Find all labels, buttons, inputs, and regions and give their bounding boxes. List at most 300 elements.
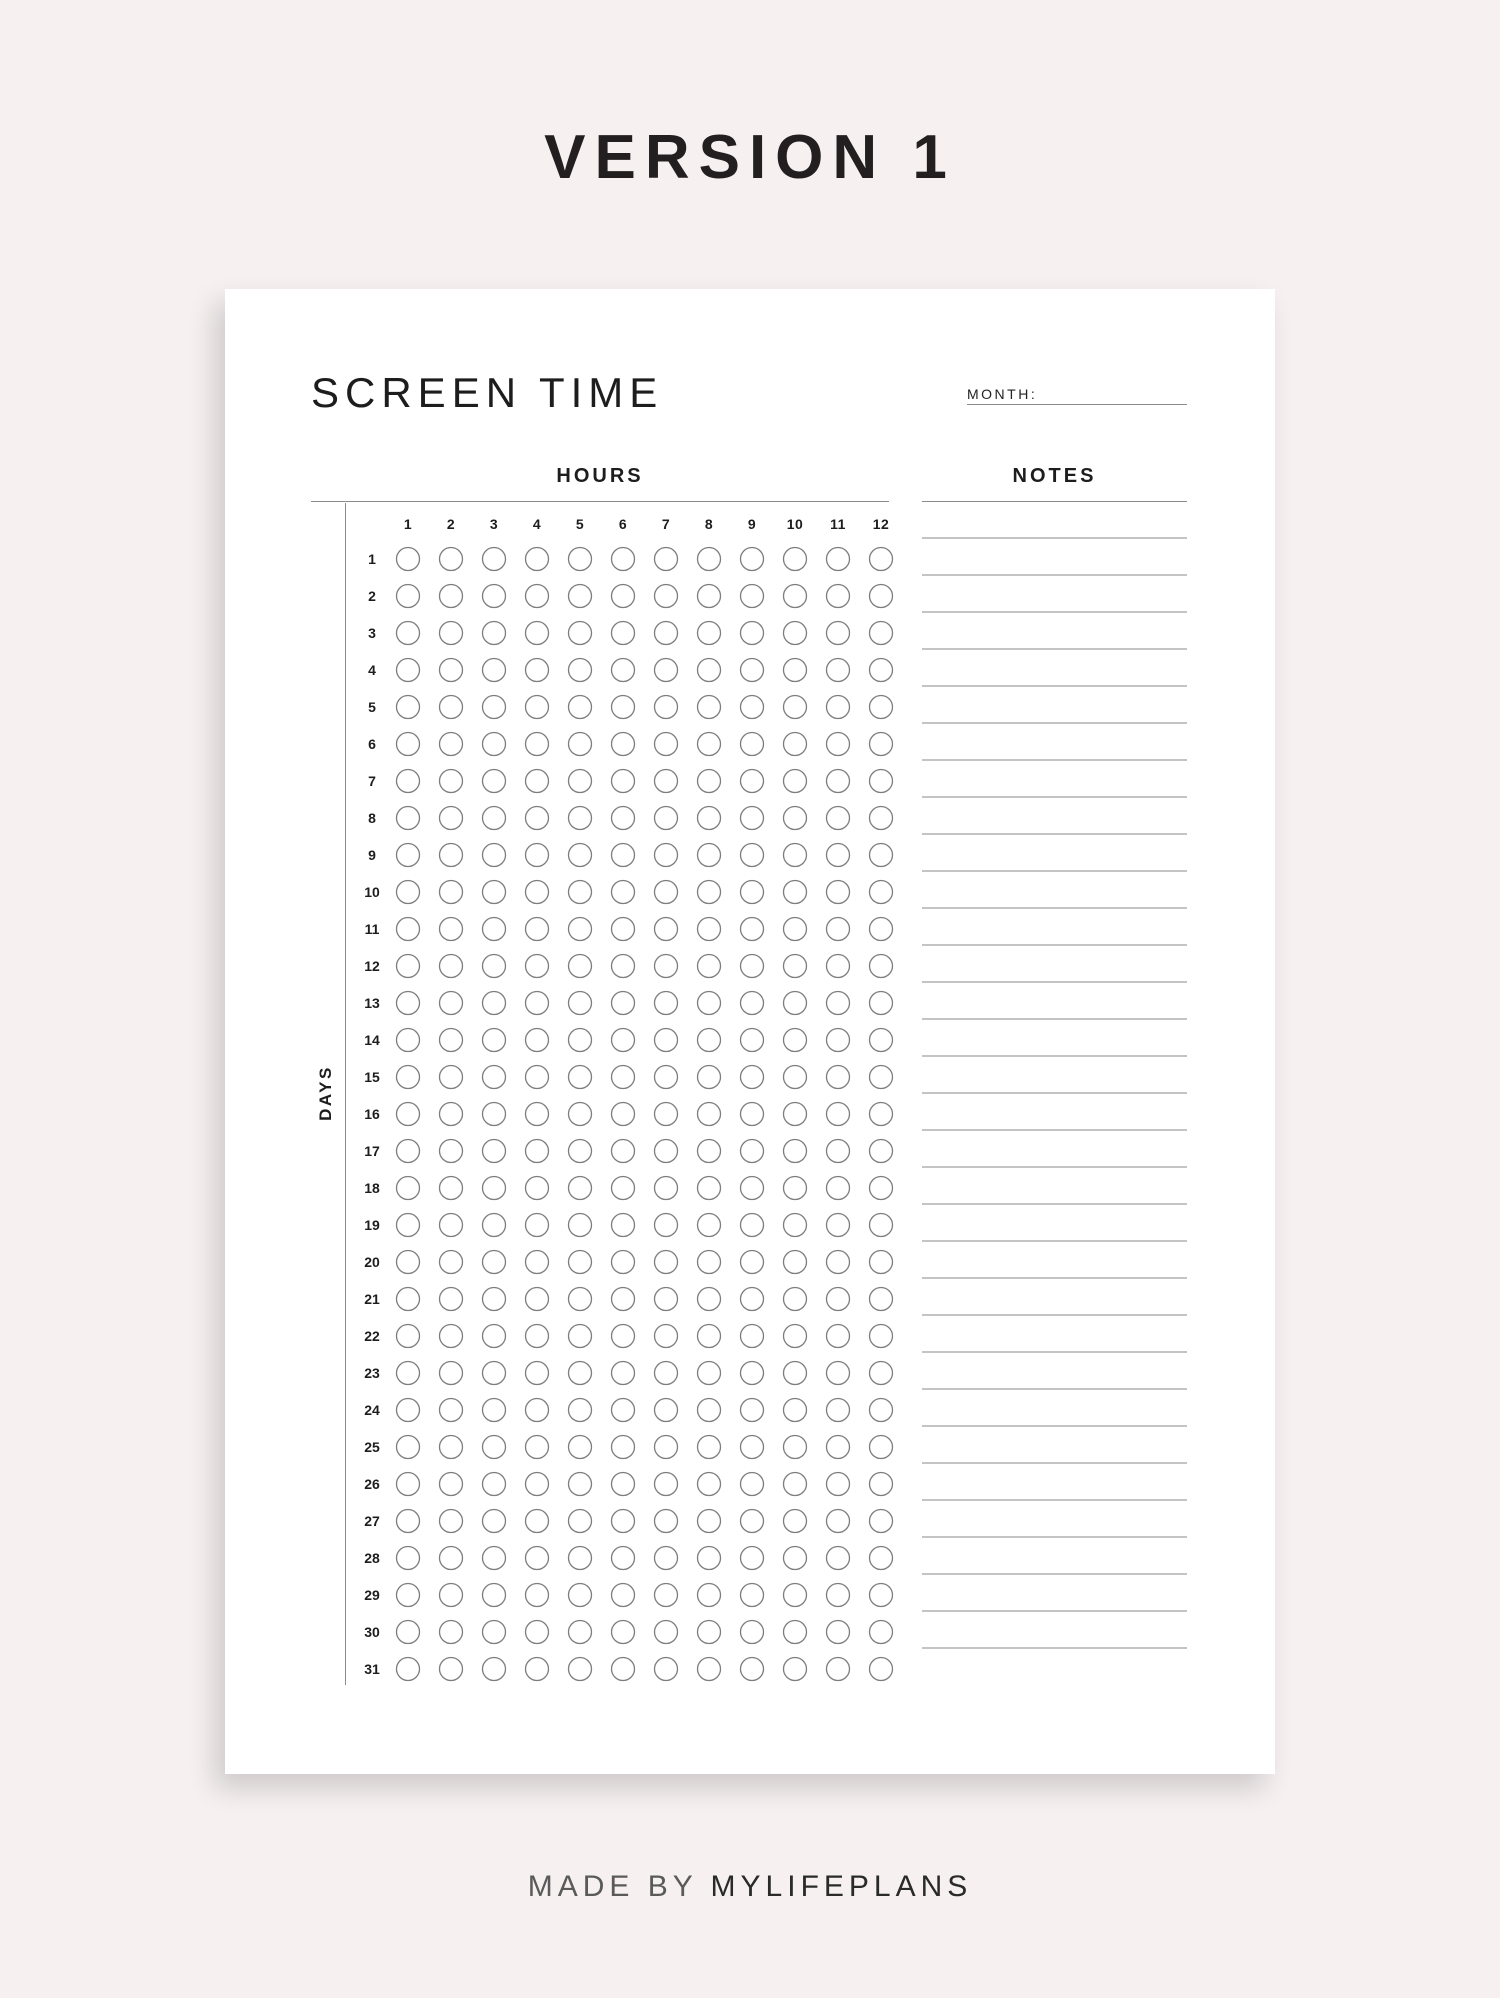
hour-circle[interactable] <box>784 733 807 756</box>
hour-circle[interactable] <box>655 696 678 719</box>
hour-circle[interactable] <box>784 1362 807 1385</box>
hour-circle[interactable] <box>655 1103 678 1126</box>
hour-circle[interactable] <box>870 1214 893 1237</box>
hour-circle[interactable] <box>440 696 463 719</box>
hour-circle[interactable] <box>397 1325 420 1348</box>
hour-circle[interactable] <box>741 1584 764 1607</box>
hour-circle[interactable] <box>698 1436 721 1459</box>
hour-circle[interactable] <box>526 1473 549 1496</box>
hour-circle[interactable] <box>698 1399 721 1422</box>
hour-circle[interactable] <box>569 1066 592 1089</box>
hour-circle[interactable] <box>827 1399 850 1422</box>
hour-circle[interactable] <box>569 1177 592 1200</box>
hour-circle[interactable] <box>440 1621 463 1644</box>
hour-circle[interactable] <box>569 1547 592 1570</box>
hour-circle[interactable] <box>569 1473 592 1496</box>
hour-circle[interactable] <box>698 807 721 830</box>
hour-circle[interactable] <box>655 1436 678 1459</box>
hour-circle[interactable] <box>397 1621 420 1644</box>
hour-circle[interactable] <box>397 881 420 904</box>
hour-circle[interactable] <box>655 1140 678 1163</box>
hour-circle[interactable] <box>741 1621 764 1644</box>
hour-circle[interactable] <box>526 1399 549 1422</box>
hour-circle[interactable] <box>569 1510 592 1533</box>
hour-circle[interactable] <box>655 1510 678 1533</box>
hour-circle[interactable] <box>526 1288 549 1311</box>
hour-circle[interactable] <box>483 733 506 756</box>
hour-circle[interactable] <box>483 1547 506 1570</box>
hour-circle[interactable] <box>827 844 850 867</box>
hour-circle[interactable] <box>827 1621 850 1644</box>
hour-circle[interactable] <box>741 918 764 941</box>
hour-circle[interactable] <box>655 659 678 682</box>
hour-circle[interactable] <box>526 881 549 904</box>
hour-circle[interactable] <box>612 1547 635 1570</box>
hour-circle[interactable] <box>440 1288 463 1311</box>
hour-circle[interactable] <box>612 733 635 756</box>
hour-circle[interactable] <box>698 918 721 941</box>
hour-circle[interactable] <box>784 992 807 1015</box>
hour-circle[interactable] <box>698 659 721 682</box>
hour-circle[interactable] <box>526 696 549 719</box>
hour-circle[interactable] <box>569 1288 592 1311</box>
hour-circle[interactable] <box>526 918 549 941</box>
hour-circle[interactable] <box>655 1325 678 1348</box>
hour-circle[interactable] <box>569 548 592 571</box>
hour-circle[interactable] <box>612 1177 635 1200</box>
hour-circle[interactable] <box>440 1177 463 1200</box>
hour-circle[interactable] <box>698 881 721 904</box>
hour-circle[interactable] <box>483 770 506 793</box>
hour-circle[interactable] <box>655 1288 678 1311</box>
hour-circle[interactable] <box>784 696 807 719</box>
hour-circle[interactable] <box>655 1584 678 1607</box>
hour-circle[interactable] <box>569 659 592 682</box>
hour-circle[interactable] <box>870 1288 893 1311</box>
hour-circle[interactable] <box>612 1621 635 1644</box>
hour-circle[interactable] <box>612 807 635 830</box>
hour-circle[interactable] <box>397 548 420 571</box>
hour-circle[interactable] <box>827 696 850 719</box>
hour-circle[interactable] <box>612 1251 635 1274</box>
hour-circle[interactable] <box>483 1362 506 1385</box>
hour-circle[interactable] <box>612 992 635 1015</box>
hour-circle[interactable] <box>784 1103 807 1126</box>
hour-circle[interactable] <box>483 807 506 830</box>
hour-circle[interactable] <box>870 659 893 682</box>
hour-circle[interactable] <box>741 770 764 793</box>
hour-circle[interactable] <box>827 1584 850 1607</box>
hour-circle[interactable] <box>612 844 635 867</box>
hour-circle[interactable] <box>741 585 764 608</box>
hour-circle[interactable] <box>741 1066 764 1089</box>
hour-circle[interactable] <box>483 1140 506 1163</box>
hour-circle[interactable] <box>655 881 678 904</box>
hour-circle[interactable] <box>741 1547 764 1570</box>
hour-circle[interactable] <box>827 807 850 830</box>
hour-circle[interactable] <box>741 955 764 978</box>
hour-circle[interactable] <box>612 548 635 571</box>
hour-circle[interactable] <box>397 1251 420 1274</box>
hour-circle[interactable] <box>397 1658 420 1681</box>
hour-circle[interactable] <box>784 881 807 904</box>
hour-circle[interactable] <box>440 1658 463 1681</box>
hour-circle[interactable] <box>827 1362 850 1385</box>
hour-circle[interactable] <box>526 844 549 867</box>
hour-circle[interactable] <box>440 770 463 793</box>
hour-circle[interactable] <box>655 1547 678 1570</box>
hour-circle[interactable] <box>612 1473 635 1496</box>
hour-circle[interactable] <box>569 1584 592 1607</box>
hour-circle[interactable] <box>526 1325 549 1348</box>
hour-circle[interactable] <box>440 1473 463 1496</box>
hour-circle[interactable] <box>741 696 764 719</box>
hour-circle[interactable] <box>784 1177 807 1200</box>
hour-circle[interactable] <box>870 1473 893 1496</box>
hour-circle[interactable] <box>870 1251 893 1274</box>
hour-circle[interactable] <box>397 770 420 793</box>
hour-circle[interactable] <box>612 1658 635 1681</box>
hour-circle[interactable] <box>784 918 807 941</box>
hour-circle[interactable] <box>784 1584 807 1607</box>
hour-circle[interactable] <box>784 1473 807 1496</box>
hour-circle[interactable] <box>827 1140 850 1163</box>
hour-circle[interactable] <box>698 1547 721 1570</box>
hour-circle[interactable] <box>612 1325 635 1348</box>
hour-circle[interactable] <box>655 1658 678 1681</box>
hour-circle[interactable] <box>526 807 549 830</box>
hour-circle[interactable] <box>397 1473 420 1496</box>
hour-circle[interactable] <box>569 696 592 719</box>
hour-circle[interactable] <box>612 1510 635 1533</box>
hour-circle[interactable] <box>483 1584 506 1607</box>
hour-circle[interactable] <box>483 918 506 941</box>
hour-circle[interactable] <box>440 881 463 904</box>
hour-circle[interactable] <box>870 622 893 645</box>
hour-circle[interactable] <box>397 1362 420 1385</box>
hour-circle[interactable] <box>569 1399 592 1422</box>
hour-circle[interactable] <box>698 770 721 793</box>
hour-circle[interactable] <box>827 1177 850 1200</box>
hour-circle[interactable] <box>526 1066 549 1089</box>
hour-circle[interactable] <box>612 1288 635 1311</box>
hour-circle[interactable] <box>741 881 764 904</box>
hour-circle[interactable] <box>569 918 592 941</box>
hour-circle[interactable] <box>698 696 721 719</box>
hour-circle[interactable] <box>870 1066 893 1089</box>
hour-circle[interactable] <box>526 1140 549 1163</box>
hour-circle[interactable] <box>440 1214 463 1237</box>
hour-circle[interactable] <box>698 955 721 978</box>
hour-circle[interactable] <box>655 585 678 608</box>
hour-circle[interactable] <box>612 1362 635 1385</box>
hour-circle[interactable] <box>526 1029 549 1052</box>
hour-circle[interactable] <box>526 1103 549 1126</box>
hour-circle[interactable] <box>526 1547 549 1570</box>
hour-circle[interactable] <box>870 696 893 719</box>
hour-circle[interactable] <box>612 1066 635 1089</box>
hour-circle[interactable] <box>784 1547 807 1570</box>
hour-circle[interactable] <box>741 548 764 571</box>
hour-circle[interactable] <box>397 1214 420 1237</box>
hour-circle[interactable] <box>397 622 420 645</box>
hour-circle[interactable] <box>612 1140 635 1163</box>
hour-circle[interactable] <box>483 1510 506 1533</box>
hour-circle[interactable] <box>827 1473 850 1496</box>
hour-circle[interactable] <box>440 1547 463 1570</box>
hour-circle[interactable] <box>741 992 764 1015</box>
hour-circle[interactable] <box>526 1658 549 1681</box>
hour-circle[interactable] <box>612 1584 635 1607</box>
hour-circle[interactable] <box>483 1066 506 1089</box>
hour-circle[interactable] <box>698 733 721 756</box>
hour-circle[interactable] <box>698 1621 721 1644</box>
hour-circle[interactable] <box>784 844 807 867</box>
hour-circle[interactable] <box>569 622 592 645</box>
hour-circle[interactable] <box>526 1436 549 1459</box>
hour-circle[interactable] <box>870 1177 893 1200</box>
hour-circle[interactable] <box>870 1103 893 1126</box>
hour-circle[interactable] <box>870 1029 893 1052</box>
hour-circle[interactable] <box>612 1103 635 1126</box>
hour-circle[interactable] <box>870 1621 893 1644</box>
hour-circle[interactable] <box>569 733 592 756</box>
hour-circle[interactable] <box>827 622 850 645</box>
hour-circle[interactable] <box>741 1399 764 1422</box>
hour-circle[interactable] <box>698 1288 721 1311</box>
hour-circle[interactable] <box>698 992 721 1015</box>
hour-circle[interactable] <box>526 770 549 793</box>
hour-circle[interactable] <box>827 1436 850 1459</box>
hour-circle[interactable] <box>827 1251 850 1274</box>
hour-circle[interactable] <box>741 1658 764 1681</box>
hour-circle[interactable] <box>526 1177 549 1200</box>
hour-circle[interactable] <box>397 585 420 608</box>
hour-circle[interactable] <box>784 770 807 793</box>
hour-circle[interactable] <box>526 1362 549 1385</box>
hour-circle[interactable] <box>483 1325 506 1348</box>
hour-circle[interactable] <box>784 659 807 682</box>
hour-circle[interactable] <box>827 770 850 793</box>
hour-circle[interactable] <box>612 696 635 719</box>
hour-circle[interactable] <box>483 1436 506 1459</box>
hour-circle[interactable] <box>440 585 463 608</box>
hour-circle[interactable] <box>784 622 807 645</box>
hour-circle[interactable] <box>483 1214 506 1237</box>
hour-circle[interactable] <box>870 1436 893 1459</box>
hour-circle[interactable] <box>483 992 506 1015</box>
hour-circle[interactable] <box>870 1547 893 1570</box>
hour-circle[interactable] <box>397 1177 420 1200</box>
hour-circle[interactable] <box>569 1362 592 1385</box>
hour-circle[interactable] <box>741 1473 764 1496</box>
hour-circle[interactable] <box>827 733 850 756</box>
hour-circle[interactable] <box>612 1436 635 1459</box>
hour-circle[interactable] <box>741 1510 764 1533</box>
hour-circle[interactable] <box>698 1584 721 1607</box>
hour-circle[interactable] <box>741 1177 764 1200</box>
hour-circle[interactable] <box>397 1140 420 1163</box>
hour-circle[interactable] <box>483 622 506 645</box>
hour-circle[interactable] <box>526 622 549 645</box>
hour-circle[interactable] <box>698 1066 721 1089</box>
hour-circle[interactable] <box>741 807 764 830</box>
hour-circle[interactable] <box>526 1621 549 1644</box>
hour-circle[interactable] <box>698 1029 721 1052</box>
hour-circle[interactable] <box>440 1029 463 1052</box>
hour-circle[interactable] <box>698 1473 721 1496</box>
hour-circle[interactable] <box>569 1103 592 1126</box>
hour-circle[interactable] <box>612 1029 635 1052</box>
hour-circle[interactable] <box>569 1325 592 1348</box>
hour-circle[interactable] <box>784 1510 807 1533</box>
hour-circle[interactable] <box>870 1510 893 1533</box>
hour-circle[interactable] <box>870 807 893 830</box>
hour-circle[interactable] <box>526 548 549 571</box>
hour-circle[interactable] <box>870 992 893 1015</box>
hour-circle[interactable] <box>698 1177 721 1200</box>
hour-circle[interactable] <box>569 844 592 867</box>
hour-circle[interactable] <box>569 1436 592 1459</box>
hour-circle[interactable] <box>569 1214 592 1237</box>
hour-circle[interactable] <box>655 807 678 830</box>
hour-circle[interactable] <box>741 659 764 682</box>
hour-circle[interactable] <box>698 1325 721 1348</box>
hour-circle[interactable] <box>612 770 635 793</box>
hour-circle[interactable] <box>440 548 463 571</box>
hour-circle[interactable] <box>784 1066 807 1089</box>
hour-circle[interactable] <box>827 1103 850 1126</box>
hour-circle[interactable] <box>870 1362 893 1385</box>
hour-circle[interactable] <box>870 1399 893 1422</box>
hour-circle[interactable] <box>870 585 893 608</box>
hour-circle[interactable] <box>655 1362 678 1385</box>
hour-circle[interactable] <box>784 1399 807 1422</box>
hour-circle[interactable] <box>870 881 893 904</box>
hour-circle[interactable] <box>440 992 463 1015</box>
hour-circle[interactable] <box>397 1399 420 1422</box>
hour-circle[interactable] <box>655 548 678 571</box>
hour-circle[interactable] <box>655 1251 678 1274</box>
hour-circle[interactable] <box>698 1658 721 1681</box>
hour-circle[interactable] <box>526 659 549 682</box>
hour-circle[interactable] <box>397 1288 420 1311</box>
hour-circle[interactable] <box>784 1658 807 1681</box>
hour-circle[interactable] <box>440 733 463 756</box>
hour-circle[interactable] <box>440 918 463 941</box>
hour-circle[interactable] <box>698 1103 721 1126</box>
hour-circle[interactable] <box>612 955 635 978</box>
hour-circle[interactable] <box>870 548 893 571</box>
hour-circle[interactable] <box>655 622 678 645</box>
hour-circle[interactable] <box>483 1177 506 1200</box>
hour-circle[interactable] <box>827 1214 850 1237</box>
hour-circle[interactable] <box>827 1325 850 1348</box>
hour-circle[interactable] <box>397 918 420 941</box>
hour-circle[interactable] <box>612 585 635 608</box>
hour-circle[interactable] <box>440 1399 463 1422</box>
hour-circle[interactable] <box>483 1399 506 1422</box>
hour-circle[interactable] <box>827 659 850 682</box>
hour-circle[interactable] <box>784 548 807 571</box>
hour-circle[interactable] <box>655 1177 678 1200</box>
hour-circle[interactable] <box>827 1288 850 1311</box>
hour-circle[interactable] <box>870 1140 893 1163</box>
hour-circle[interactable] <box>397 1066 420 1089</box>
hour-circle[interactable] <box>655 1473 678 1496</box>
hour-circle[interactable] <box>870 1325 893 1348</box>
hour-circle[interactable] <box>526 1251 549 1274</box>
hour-circle[interactable] <box>483 1103 506 1126</box>
hour-circle[interactable] <box>827 918 850 941</box>
hour-circle[interactable] <box>827 585 850 608</box>
hour-circle[interactable] <box>526 1510 549 1533</box>
hour-circle[interactable] <box>655 1399 678 1422</box>
hour-circle[interactable] <box>698 1251 721 1274</box>
hour-circle[interactable] <box>741 1214 764 1237</box>
hour-circle[interactable] <box>698 585 721 608</box>
hour-circle[interactable] <box>483 1251 506 1274</box>
hour-circle[interactable] <box>440 622 463 645</box>
hour-circle[interactable] <box>698 548 721 571</box>
hour-circle[interactable] <box>483 1473 506 1496</box>
hour-circle[interactable] <box>483 585 506 608</box>
hour-circle[interactable] <box>784 585 807 608</box>
hour-circle[interactable] <box>397 807 420 830</box>
hour-circle[interactable] <box>741 1288 764 1311</box>
hour-circle[interactable] <box>655 918 678 941</box>
hour-circle[interactable] <box>784 1621 807 1644</box>
hour-circle[interactable] <box>397 992 420 1015</box>
hour-circle[interactable] <box>612 622 635 645</box>
hour-circle[interactable] <box>569 807 592 830</box>
hour-circle[interactable] <box>827 955 850 978</box>
hour-circle[interactable] <box>784 1029 807 1052</box>
hour-circle[interactable] <box>397 1103 420 1126</box>
hour-circle[interactable] <box>784 1251 807 1274</box>
hour-circle[interactable] <box>440 1251 463 1274</box>
hour-circle[interactable] <box>440 1362 463 1385</box>
hour-circle[interactable] <box>698 622 721 645</box>
hour-circle[interactable] <box>526 992 549 1015</box>
hour-circle[interactable] <box>698 844 721 867</box>
hour-circle[interactable] <box>741 622 764 645</box>
hour-circle[interactable] <box>655 1214 678 1237</box>
hour-circle[interactable] <box>483 696 506 719</box>
hour-circle[interactable] <box>440 1325 463 1348</box>
hour-circle[interactable] <box>827 881 850 904</box>
hour-circle[interactable] <box>741 844 764 867</box>
hour-circle[interactable] <box>440 1140 463 1163</box>
hour-circle[interactable] <box>827 1510 850 1533</box>
hour-circle[interactable] <box>655 844 678 867</box>
hour-circle[interactable] <box>569 1621 592 1644</box>
hour-circle[interactable] <box>612 881 635 904</box>
hour-circle[interactable] <box>741 1251 764 1274</box>
hour-circle[interactable] <box>397 1584 420 1607</box>
hour-circle[interactable] <box>741 1325 764 1348</box>
hour-circle[interactable] <box>698 1214 721 1237</box>
hour-circle[interactable] <box>655 1621 678 1644</box>
hour-circle[interactable] <box>569 585 592 608</box>
hour-circle[interactable] <box>612 918 635 941</box>
hour-circle[interactable] <box>655 733 678 756</box>
hour-circle[interactable] <box>741 1103 764 1126</box>
hour-circle[interactable] <box>440 955 463 978</box>
hour-circle[interactable] <box>870 918 893 941</box>
hour-circle[interactable] <box>698 1510 721 1533</box>
hour-circle[interactable] <box>655 1029 678 1052</box>
